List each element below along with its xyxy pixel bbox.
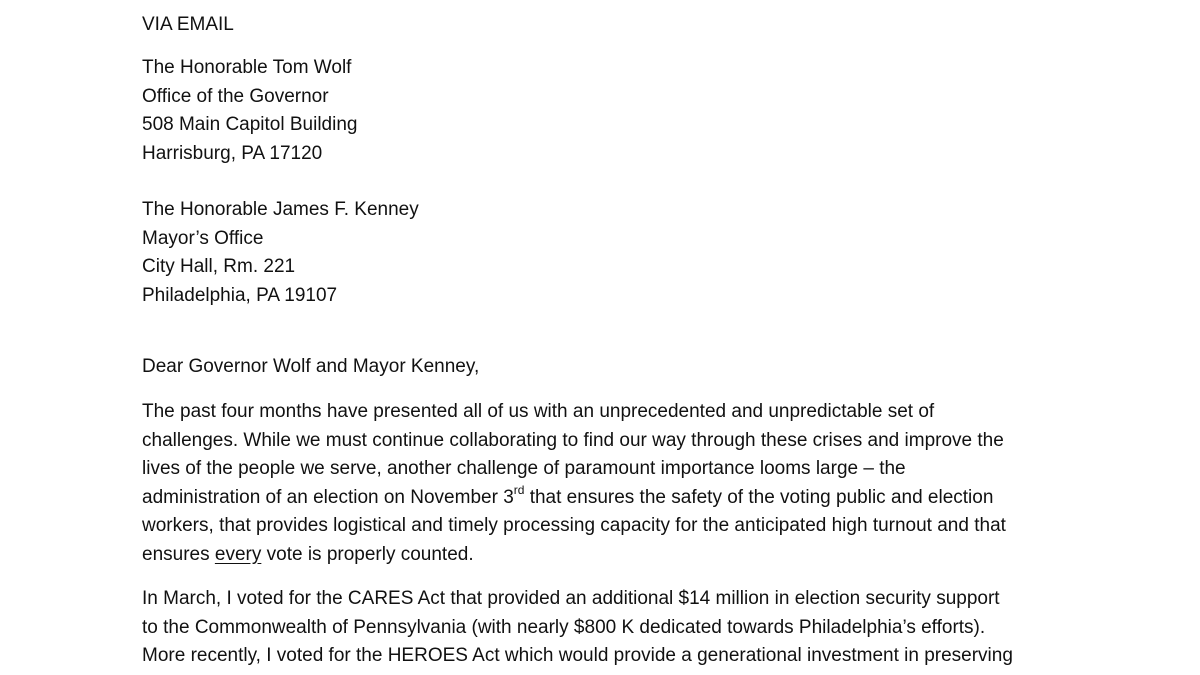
paragraph-line: The past four months have presented all of us with an unprecedented and unpredictable set of — [142, 401, 935, 422]
line-text: ensures — [142, 543, 215, 565]
paragraph-line: In March, I voted for the CARES Act that provided an additional $14 million in election security support — [142, 588, 1000, 609]
paragraph-line: to the Commonwealth of Pennsylvania (with nearly $800 K dedicated towards Philadelphia’s efforts). — [142, 616, 986, 638]
recipient-address-mayor — [142, 196, 1072, 310]
emphasized-word: every — [214, 543, 262, 565]
body-paragraph-1 — [142, 398, 1072, 569]
line-text: administration of an election on November 3 — [142, 486, 514, 508]
recipient-address-governor — [142, 54, 1072, 168]
address-line: Office of the Governor — [142, 85, 329, 107]
address-line: Philadelphia, PA 19107 — [142, 284, 338, 306]
paragraph-line — [142, 541, 1072, 570]
salutation — [142, 353, 1072, 382]
delivery-method — [142, 11, 1072, 40]
address-line: Mayor’s Office — [142, 227, 264, 249]
paragraph-line: workers, that provides logistical and timely processing capacity for the anticipated high turnout and that — [142, 515, 1006, 536]
address-line: City Hall, Rm. 221 — [142, 256, 296, 277]
paragraph-line — [142, 484, 1072, 513]
paragraph-line: More recently, I voted for the HEROES Act which would provide a generational investment in preserving — [142, 645, 1013, 666]
line-text: vote is properly counted. — [261, 543, 474, 565]
address-line: Harrisburg, PA 17120 — [142, 142, 323, 164]
paragraph-line: challenges. While we must continue collaborating to find our way through these crises and improve the — [142, 429, 1004, 451]
address-line: The Honorable Tom Wolf — [142, 57, 352, 78]
body-paragraph-2 — [142, 585, 1072, 671]
paragraph-line: lives of the people we serve, another challenge of paramount importance looms large – the — [142, 458, 906, 479]
delivery-method-text: VIA EMAIL — [142, 14, 234, 35]
salutation-text: Dear Governor Wolf and Mayor Kenney, — [142, 356, 480, 377]
address-line: The Honorable James F. Kenney — [142, 199, 419, 220]
address-line: 508 Main Capitol Building — [142, 114, 358, 135]
line-text: that ensures the safety of the voting public and election — [524, 486, 994, 508]
ordinal-suffix: rd — [513, 483, 525, 498]
